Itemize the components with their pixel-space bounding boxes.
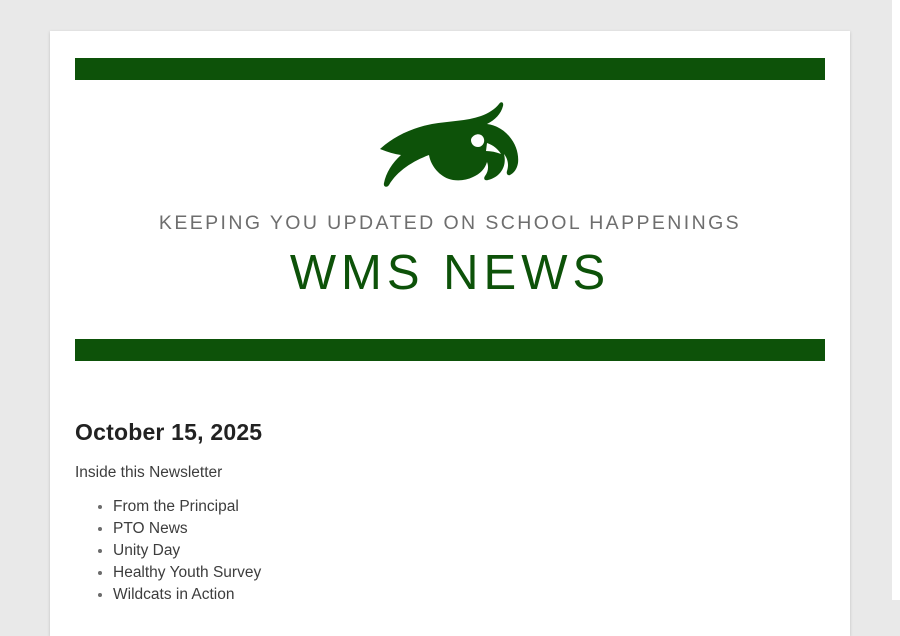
list-item-label: Unity Day (113, 541, 181, 559)
list-item-label: Healthy Youth Survey (113, 563, 262, 581)
list-item-label: From the Principal (113, 497, 239, 515)
inside-this-newsletter-label: Inside this Newsletter (75, 463, 223, 481)
page-right-gutter (892, 0, 900, 600)
list-item[interactable] (113, 540, 825, 562)
list-item[interactable] (113, 584, 825, 606)
list-item-label: PTO News (113, 519, 188, 537)
school-logo (75, 92, 825, 202)
newsletter-contents-list (75, 496, 825, 606)
header-top-bar (75, 58, 825, 80)
list-item[interactable] (113, 496, 825, 518)
header-bottom-bar (75, 339, 825, 361)
list-item-label: Wildcats in Action (113, 585, 235, 603)
newsletter-header (50, 58, 850, 361)
newsletter-card (50, 31, 850, 636)
issue-date: October 15, 2025 (75, 418, 263, 445)
newsletter-title: WMS NEWS (289, 246, 611, 300)
list-item[interactable] (113, 518, 825, 540)
wildcat-panther-logo-icon (375, 97, 525, 197)
list-item[interactable] (113, 562, 825, 584)
newsletter-body (50, 419, 850, 636)
newsletter-tagline: KEEPING YOU UPDATED ON SCHOOL HAPPENINGS (158, 212, 742, 234)
